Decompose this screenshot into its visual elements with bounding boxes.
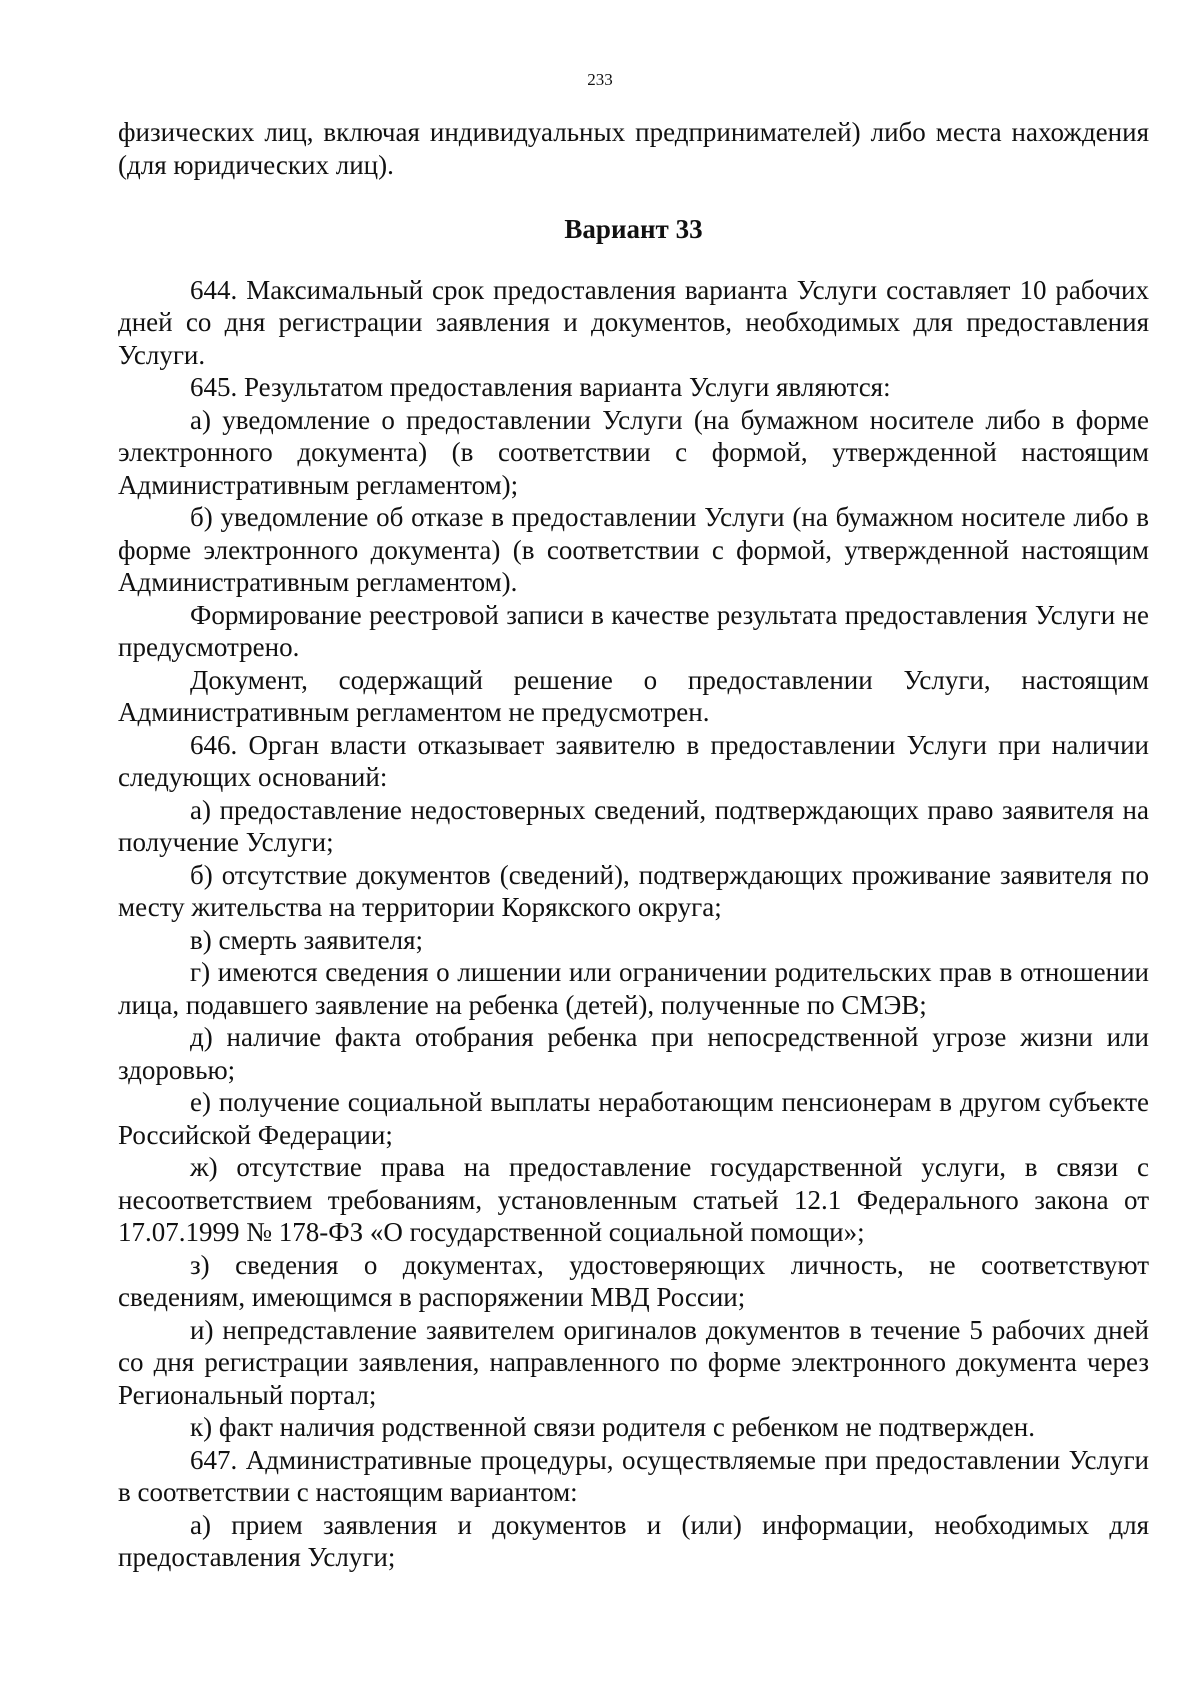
document-body [118,116,1149,1574]
paragraph-registry-record: Формирование реестровой записи в качестве результата предоставления Услуги не предусмотрено. [118,599,1149,662]
paragraph-646-d: д) наличие факта отобрания ребенка при непосредственной угрозе жизни или здоровью; [118,1022,1149,1085]
paragraph-646-zh: ж) отсутствие права на предоставление государственной услуги, в связи с несоответствием требованиям, установленным статьей 12.1 Федерального закона от 17.07.1999 № 178-ФЗ «О государственной социальной помощи»; [118,1152,1149,1247]
paragraph-646-g: г) имеются сведения о лишении или ограничении родительских прав в отношении лица, подавшего заявление на ребенка (детей), полученные по СМЭВ; [118,957,1149,1020]
paragraph-644: 644. Максимальный срок предоставления варианта Услуги составляет 10 рабочих дней со дня регистрации заявления и документов, необходимых для предоставления Услуги. [118,274,1149,370]
paragraph-646-e: е) получение социальной выплаты неработающим пенсионерам в другом субъекте Российской Федерации; [118,1087,1149,1150]
paragraph-decision-document: Документ, содержащий решение о предоставлении Услуги, настоящим Административным регламентом не предусмотрен. [118,664,1149,727]
paragraph-646-i: и) непредставление заявителем оригиналов документов в течение 5 рабочих дней со дня регистрации заявления, направленного по форме электронного документа через Региональный портал; [118,1314,1149,1410]
paragraph-646-a: а) предоставление недостоверных сведений, подтверждающих право заявителя на получение Услуги; [118,794,1149,857]
page-number: 233 [587,70,613,89]
paragraph-645: 645. Результатом предоставления варианта Услуги являются: [190,372,891,402]
paragraph-646: 646. Орган власти отказывает заявителю в предоставлении Услуги при наличии следующих оснований: [118,729,1149,792]
section-title: Вариант 33 [564,214,703,244]
paragraph-646-b: б) отсутствие документов (сведений), подтверждающих проживание заявителя по месту жительства на территории Корякского округа; [118,859,1149,922]
paragraph-646-k: к) факт наличия родственной связи родителя с ребенком не подтвержден. [190,1412,1035,1442]
intro-paragraph: физических лиц, включая индивидуальных предпринимателей) либо места нахождения (для юридических лиц). [118,117,1149,180]
paragraph-647-a: а) прием заявления и документов и (или) информации, необходимых для предоставления Услуги; [118,1509,1149,1572]
paragraph-645-b: б) уведомление об отказе в предоставлении Услуги (на бумажном носителе либо в форме электронного документа) (в соответствии с формой, утвержденной настоящим Административным регламентом). [118,502,1149,597]
paragraph-646-v: в) смерть заявителя; [190,924,423,955]
paragraph-645-a: а) уведомление о предоставлении Услуги (на бумажном носителе либо в форме электронного документа) (в соответствии с формой, утвержденной настоящим Административным регламентом); [118,404,1149,500]
paragraph-647: 647. Административные процедуры, осуществляемые при предоставлении Услуги в соответствии с настоящим вариантом: [118,1444,1149,1507]
paragraph-646-z: з) сведения о документах, удостоверяющих личность, не соответствуют сведениям, имеющимся в распоряжении МВД России; [118,1249,1149,1312]
